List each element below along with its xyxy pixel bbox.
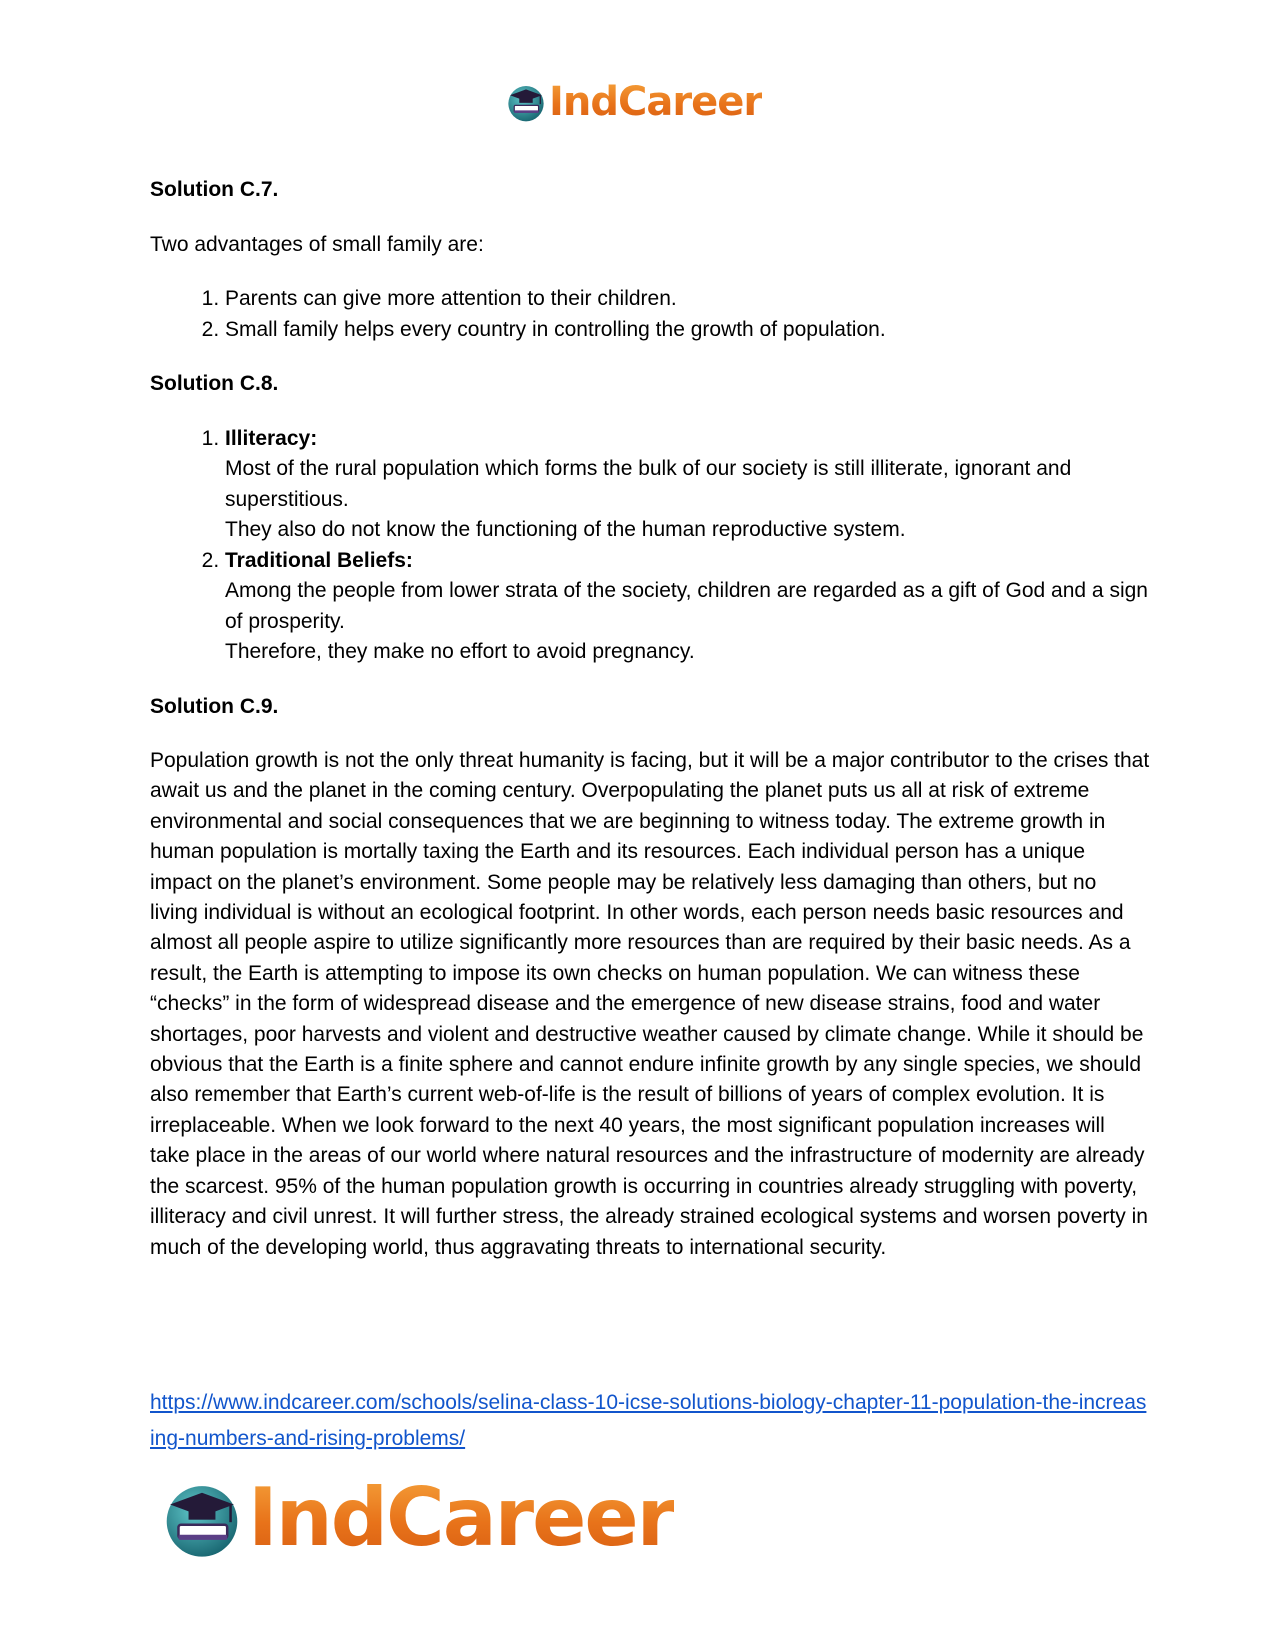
solution-c8-list (150, 424, 1150, 668)
solution-c7-intro: Two advantages of small family are: (150, 232, 484, 256)
list-item-title: 2. Traditional Beliefs: (225, 548, 413, 572)
footer-logo (160, 1471, 675, 1564)
list-item-text: They also do not know the functioning of the human reproductive system. (225, 518, 906, 541)
document-body (150, 175, 1150, 1263)
solution-c8-title: Solution C.8. (150, 372, 279, 395)
solution-c9-body: Population growth is not the only threat humanity is facing, but it will be a major contributor to the crises that await us and the planet in the coming century. Overpopulating the planet puts us all at risk of extreme environmental and social consequences that we are beginning to witness today. The extreme growth in human population is mortally taxing the Earth and its resources. Each individual person has a unique impact on the planet’s environment. Some people may be relatively less damaging than others, but no living individual is without an ecological footprint. In other words, each person needs basic resources and almost all people aspire to utilize significantly more resources than are required by their basic needs. As a result, the Earth is attempting to impose its own checks on human population. We can witness these “checks” in the form of widespread disease and the emergence of new disease strains, food and water shortages, poor harvests and violent and destructive weather caused by climate change. While it should be obvious that the Earth is a finite sphere and cannot endure infinite growth by any single species, we should also remember that Earth’s current web-of-life is the result of billions of years of complex evolution. It is irreplaceable. When we look forward to the next 40 years, the most significant population increases will take place in the areas of our world where natural resources and the infrastructure of modernity are already the scarcest. 95% of the human population growth is occurring in countries already struggling with poverty, illiteracy and civil unrest. It will further stress, the already strained ecological systems and worsen poverty in much of the developing world, thus aggravating threats to international security. (150, 749, 1150, 1259)
header-logo-text: IndCareer (549, 79, 763, 125)
graduation-cap-book-globe-icon (505, 81, 547, 123)
list-item-text: Most of the rural population which forms the bulk of our society is still illiterate, ignorant and superstitious. (225, 457, 1072, 511)
source-link[interactable]: https://www.indcareer.com/schools/selina-class-10-icse-solutions-biology-chapter-11-population-the-increasing-numbers-and-rising-problems/ (150, 1391, 1147, 1450)
list-item: 2. Small family helps every country in controlling the growth of population. (225, 315, 1150, 346)
solution-c7-list (150, 284, 1150, 345)
solution-c9-title: Solution C.9. (150, 694, 279, 718)
footer-logo-text: IndCareer (248, 1471, 675, 1564)
list-item (225, 546, 1150, 668)
list-item (225, 424, 1150, 546)
graduation-cap-book-globe-icon (160, 1476, 244, 1560)
list-item: 1. Parents can give more attention to their children. (225, 284, 1150, 315)
header-logo (505, 80, 762, 124)
solution-c7-title: Solution C.7. (150, 178, 279, 201)
list-item-text: Among the people from lower strata of the society, children are regarded as a gift of God and a sign of prosperity. (225, 579, 1148, 633)
list-item-text: Therefore, they make no effort to avoid pregnancy. (225, 640, 695, 663)
list-item-title: 1. Illiteracy: (225, 426, 318, 450)
